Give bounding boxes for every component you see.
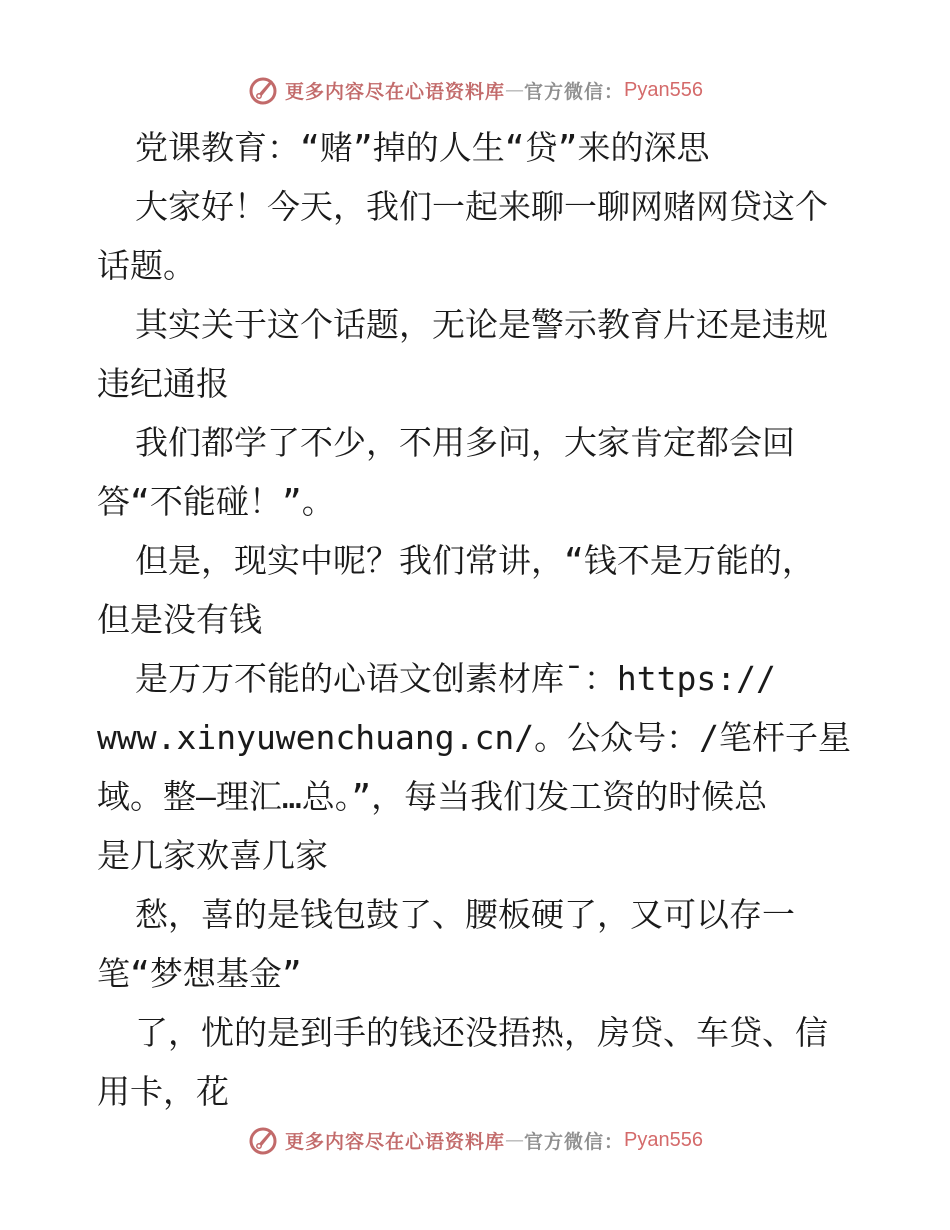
text-line: www.xinyuwenchuang.cn/。公众号：/笔杆子星 [97, 718, 851, 757]
footer-site-text: 更多内容尽在心语资料库 [285, 1130, 506, 1153]
text-line: 但是，现实中呢？我们常讲，“钱不是万能的， [135, 541, 815, 580]
header-banner [0, 70, 950, 110]
text-line: 是万万不能的心语文创素材库¯：https:// [135, 659, 776, 698]
text-line: 话题。 [97, 246, 196, 285]
text-line: 其实关于这个话题，无论是警示教育片还是违规 [135, 305, 828, 344]
quill-logo-icon [247, 1124, 279, 1156]
text-line: 是几家欢喜几家 [97, 836, 328, 875]
text-line: 域。整—理汇…总。”，每当我们发工资的时候总 [97, 777, 768, 816]
text-line: 答“不能碰！”。 [97, 482, 335, 521]
footer-banner [0, 1120, 950, 1160]
footer-wechat-label: 官方微信： [524, 1130, 625, 1153]
text-line: 用卡，花 [97, 1072, 229, 1111]
text-line: 大家好！今天，我们一起来聊一聊网赌网贷这个 [135, 187, 828, 226]
text-line: 愁，喜的是钱包鼓了、腰板硬了，又可以存一 [135, 895, 795, 934]
header-site-text: 更多内容尽在心语资料库 [285, 80, 506, 103]
text-line: 但是没有钱 [97, 600, 262, 639]
text-line: 笔“梦想基金” [97, 954, 302, 993]
header-wechat-id: Pyan556 [624, 78, 703, 101]
text-line: 违纪通报 [97, 364, 229, 403]
text-line: 了，忧的是到手的钱还没捂热，房贷、车贷、信 [135, 1013, 828, 1052]
footer-wechat-id: Pyan556 [624, 1128, 703, 1151]
document-title: 党课教育：“赌”掉的人生“贷”来的深思 [135, 128, 710, 167]
footer-separator: — [505, 1129, 525, 1151]
header-wechat-label: 官方微信： [524, 80, 625, 103]
text-line: 我们都学了不少，不用多问，大家肯定都会回 [135, 423, 795, 462]
header-separator: — [505, 79, 525, 101]
document-body [97, 118, 857, 1121]
quill-logo-icon [247, 74, 279, 106]
